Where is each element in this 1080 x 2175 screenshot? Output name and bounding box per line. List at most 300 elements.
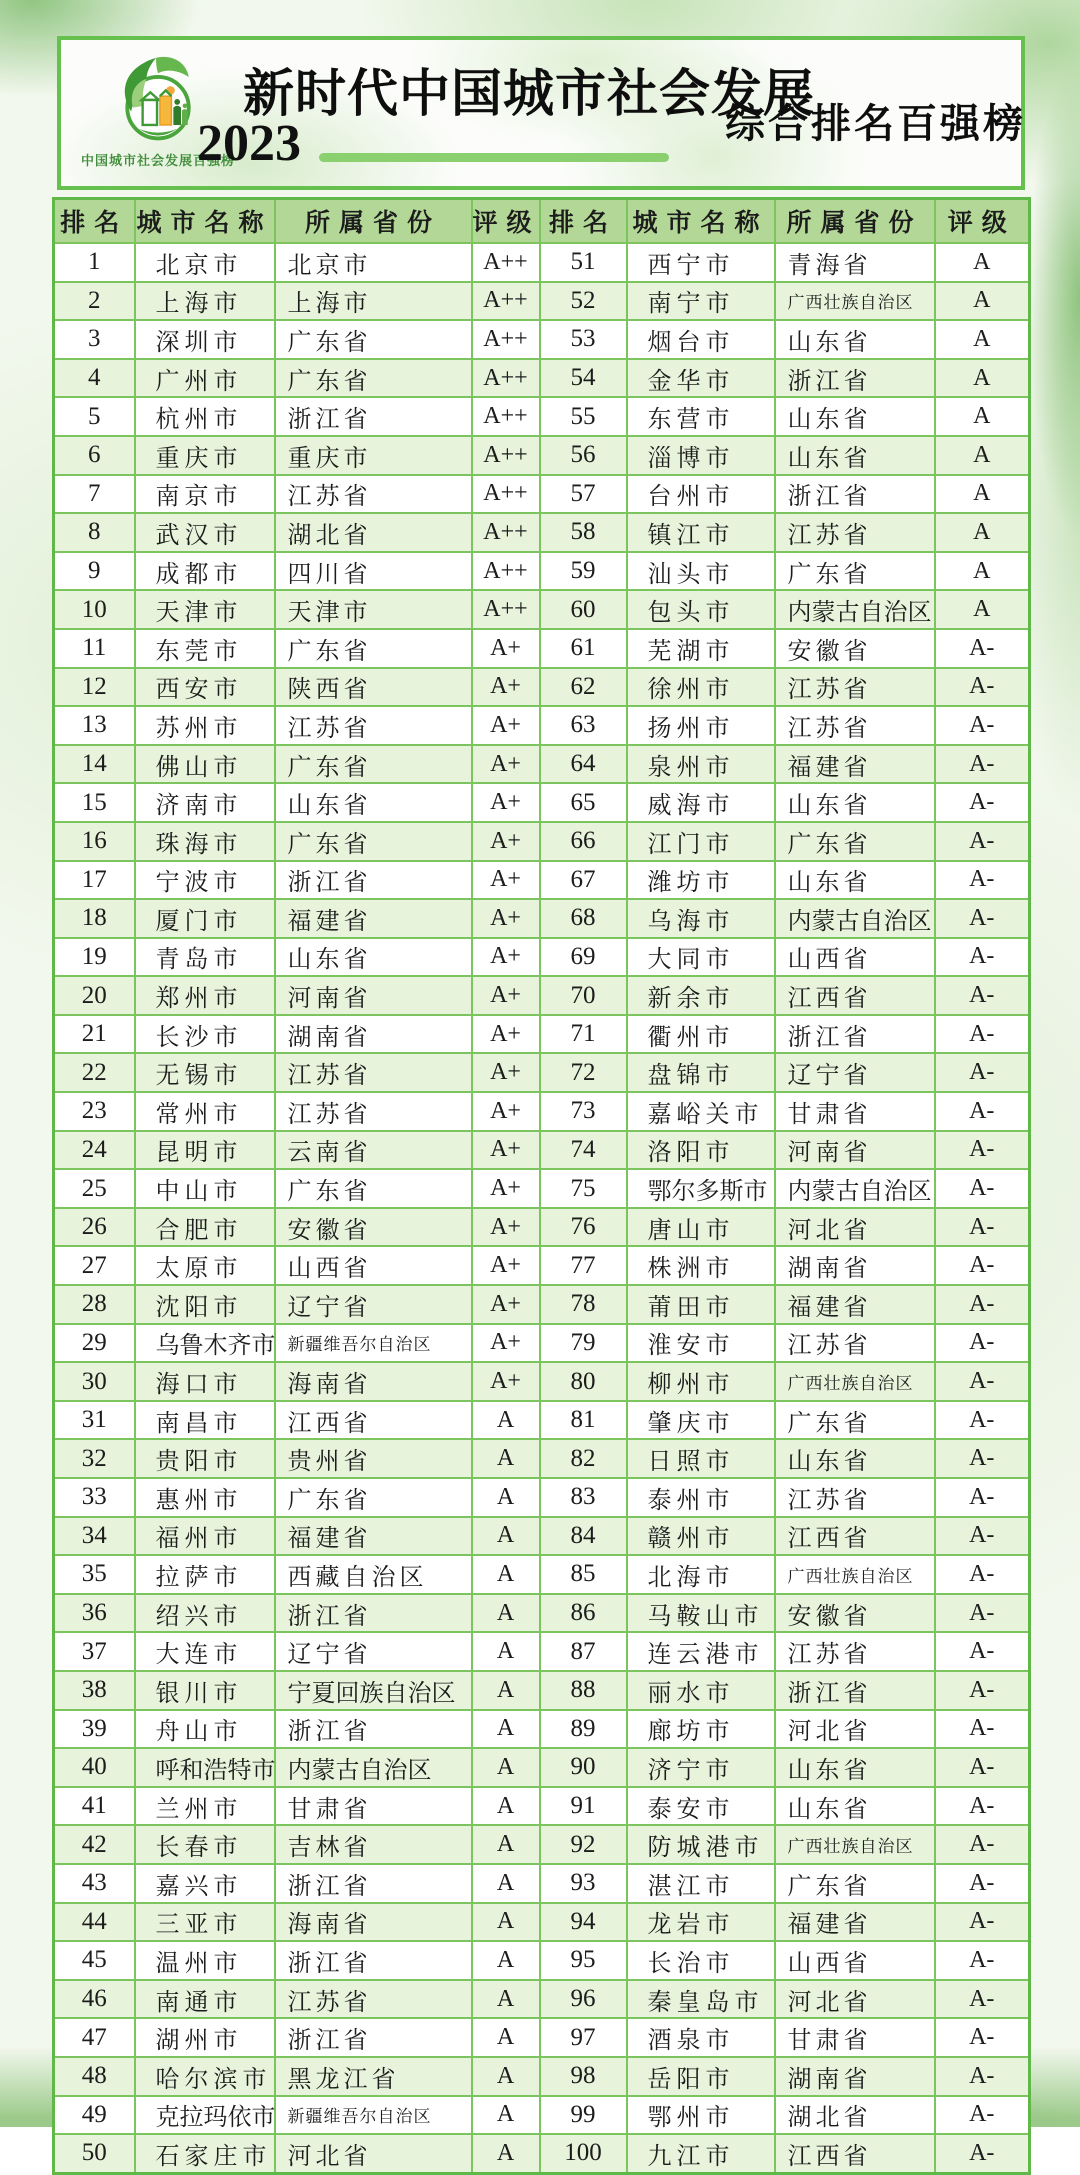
rating-cell: A+ xyxy=(472,629,540,668)
ranking-subtitle: 综合排名百强榜 xyxy=(725,102,1026,146)
city-cell: 上海市 xyxy=(135,282,275,321)
province-cell: 浙江省 xyxy=(275,1594,472,1633)
province-cell: 福建省 xyxy=(275,899,472,938)
province-cell: 山西省 xyxy=(275,1246,472,1285)
province-cell: 广东省 xyxy=(275,1169,472,1208)
rating-cell: A xyxy=(935,475,1030,514)
rating-cell: A xyxy=(472,1710,540,1749)
table-row xyxy=(54,668,1030,707)
city-cell: 青岛市 xyxy=(135,938,275,977)
rating-cell: A- xyxy=(935,1092,1030,1131)
rating-cell: A xyxy=(935,552,1030,591)
rank-cell: 62 xyxy=(540,668,627,707)
city-cell: 徐州市 xyxy=(627,668,775,707)
province-cell: 山东省 xyxy=(775,1787,935,1826)
rating-cell: A- xyxy=(935,2057,1030,2096)
ranking-table xyxy=(52,197,1031,2175)
rating-cell: A+ xyxy=(472,899,540,938)
city-cell: 日照市 xyxy=(627,1439,775,1478)
rank-cell: 28 xyxy=(54,1285,135,1324)
province-cell: 四川省 xyxy=(275,552,472,591)
rank-cell: 34 xyxy=(54,1517,135,1556)
province-cell: 河北省 xyxy=(275,2134,472,2173)
table-row xyxy=(54,1825,1030,1864)
table-row xyxy=(54,745,1030,784)
city-cell: 淄博市 xyxy=(627,436,775,475)
rating-cell: A+ xyxy=(472,783,540,822)
rank-cell: 100 xyxy=(540,2134,627,2173)
province-cell: 广东省 xyxy=(275,1478,472,1517)
rating-cell: A- xyxy=(935,745,1030,784)
city-cell: 兰州市 xyxy=(135,1787,275,1826)
city-cell: 昆明市 xyxy=(135,1131,275,1170)
column-header-province: 所属省份 xyxy=(775,199,935,244)
city-cell: 烟台市 xyxy=(627,320,775,359)
table-row xyxy=(54,938,1030,977)
rank-cell: 42 xyxy=(54,1825,135,1864)
header-banner xyxy=(57,36,1025,190)
table-row xyxy=(54,552,1030,591)
province-cell: 辽宁省 xyxy=(275,1285,472,1324)
rating-cell: A xyxy=(472,1941,540,1980)
province-cell: 江苏省 xyxy=(275,475,472,514)
table-row xyxy=(54,359,1030,398)
province-cell: 广东省 xyxy=(775,822,935,861)
province-cell: 新疆维吾尔自治区 xyxy=(275,1324,472,1363)
column-header-province: 所属省份 xyxy=(275,199,472,244)
province-cell: 江苏省 xyxy=(775,1632,935,1671)
table-row xyxy=(54,2096,1030,2135)
city-cell: 佛山市 xyxy=(135,745,275,784)
rating-cell: A- xyxy=(935,1594,1030,1633)
rank-cell: 29 xyxy=(54,1324,135,1363)
province-cell: 陕西省 xyxy=(275,668,472,707)
rating-cell: A xyxy=(472,1401,540,1440)
logo-caption: 中国城市社会发展百强榜 xyxy=(80,153,235,168)
rank-cell: 92 xyxy=(540,1825,627,1864)
city-cell: 泰州市 xyxy=(627,1478,775,1517)
rank-cell: 27 xyxy=(54,1246,135,1285)
rating-cell: A- xyxy=(935,2018,1030,2057)
rating-cell: A++ xyxy=(472,513,540,552)
city-cell: 株洲市 xyxy=(627,1246,775,1285)
rating-cell: A xyxy=(935,359,1030,398)
province-cell: 山东省 xyxy=(775,320,935,359)
table-row xyxy=(54,1401,1030,1440)
province-cell: 浙江省 xyxy=(775,1671,935,1710)
rating-cell: A+ xyxy=(472,938,540,977)
rank-cell: 83 xyxy=(540,1478,627,1517)
rating-cell: A- xyxy=(935,1787,1030,1826)
year-row xyxy=(197,115,669,172)
province-cell: 浙江省 xyxy=(275,397,472,436)
city-cell: 威海市 xyxy=(627,783,775,822)
table-row xyxy=(54,320,1030,359)
rating-cell: A xyxy=(935,320,1030,359)
rating-cell: A++ xyxy=(472,243,540,282)
rank-cell: 56 xyxy=(540,436,627,475)
city-cell: 台州市 xyxy=(627,475,775,514)
province-cell: 湖北省 xyxy=(275,513,472,552)
rank-cell: 7 xyxy=(54,475,135,514)
rating-cell: A- xyxy=(935,822,1030,861)
rating-cell: A xyxy=(472,1632,540,1671)
rank-cell: 69 xyxy=(540,938,627,977)
rank-cell: 78 xyxy=(540,1285,627,1324)
rank-cell: 44 xyxy=(54,1903,135,1942)
city-cell: 泉州市 xyxy=(627,745,775,784)
city-cell: 拉萨市 xyxy=(135,1555,275,1594)
rank-cell: 73 xyxy=(540,1092,627,1131)
province-cell: 山东省 xyxy=(775,397,935,436)
province-cell: 新疆维吾尔自治区 xyxy=(275,2096,472,2135)
rank-cell: 40 xyxy=(54,1748,135,1787)
table-row xyxy=(54,899,1030,938)
rank-cell: 95 xyxy=(540,1941,627,1980)
province-cell: 内蒙古自治区 xyxy=(275,1748,472,1787)
rank-cell: 58 xyxy=(540,513,627,552)
province-cell: 福建省 xyxy=(775,1903,935,1942)
rating-cell: A++ xyxy=(472,436,540,475)
province-cell: 浙江省 xyxy=(775,475,935,514)
city-cell: 呼和浩特市 xyxy=(135,1748,275,1787)
rank-cell: 50 xyxy=(54,2134,135,2173)
rank-cell: 17 xyxy=(54,861,135,900)
city-leaf-logo-icon xyxy=(110,52,206,148)
city-cell: 乌海市 xyxy=(627,899,775,938)
province-cell: 江苏省 xyxy=(775,668,935,707)
province-cell: 山东省 xyxy=(275,783,472,822)
rank-cell: 59 xyxy=(540,552,627,591)
rating-cell: A- xyxy=(935,1632,1030,1671)
rating-cell: A xyxy=(935,590,1030,629)
province-cell: 山东省 xyxy=(275,938,472,977)
province-cell: 黑龙江省 xyxy=(275,2057,472,2096)
city-cell: 广州市 xyxy=(135,359,275,398)
rating-cell: A+ xyxy=(472,1131,540,1170)
province-cell: 湖北省 xyxy=(775,2096,935,2135)
rank-cell: 18 xyxy=(54,899,135,938)
table-row xyxy=(54,976,1030,1015)
title-underline-bar xyxy=(319,153,669,162)
rating-cell: A xyxy=(472,1980,540,2019)
province-cell: 浙江省 xyxy=(275,1941,472,1980)
rank-cell: 49 xyxy=(54,2096,135,2135)
city-cell: 芜湖市 xyxy=(627,629,775,668)
rating-cell: A++ xyxy=(472,282,540,321)
rank-cell: 11 xyxy=(54,629,135,668)
province-cell: 广西壮族自治区 xyxy=(775,1825,935,1864)
rank-cell: 91 xyxy=(540,1787,627,1826)
table-row xyxy=(54,1053,1030,1092)
rank-cell: 12 xyxy=(54,668,135,707)
rating-cell: A+ xyxy=(472,1169,540,1208)
city-cell: 绍兴市 xyxy=(135,1594,275,1633)
province-cell: 浙江省 xyxy=(275,861,472,900)
table-row xyxy=(54,282,1030,321)
rating-cell: A- xyxy=(935,1208,1030,1247)
province-cell: 浙江省 xyxy=(775,359,935,398)
rating-cell: A xyxy=(472,1517,540,1556)
rating-cell: A xyxy=(935,397,1030,436)
city-cell: 赣州市 xyxy=(627,1517,775,1556)
city-cell: 宁波市 xyxy=(135,861,275,900)
city-cell: 西宁市 xyxy=(627,243,775,282)
province-cell: 湖南省 xyxy=(775,1246,935,1285)
rating-cell: A xyxy=(472,1903,540,1942)
rank-cell: 3 xyxy=(54,320,135,359)
table-row xyxy=(54,1671,1030,1710)
province-cell: 江西省 xyxy=(775,1517,935,1556)
province-cell: 广东省 xyxy=(775,1864,935,1903)
rating-cell: A xyxy=(472,2018,540,2057)
rank-cell: 86 xyxy=(540,1594,627,1633)
table-row xyxy=(54,1594,1030,1633)
province-cell: 山东省 xyxy=(775,1439,935,1478)
province-cell: 广西壮族自治区 xyxy=(775,1362,935,1401)
table-row xyxy=(54,1517,1030,1556)
province-cell: 北京市 xyxy=(275,243,472,282)
table-row xyxy=(54,1131,1030,1170)
table-row xyxy=(54,1555,1030,1594)
rank-cell: 33 xyxy=(54,1478,135,1517)
rating-cell: A xyxy=(472,2134,540,2173)
province-cell: 甘肃省 xyxy=(275,1787,472,1826)
province-cell: 广东省 xyxy=(275,629,472,668)
rating-cell: A++ xyxy=(472,359,540,398)
province-cell: 广东省 xyxy=(275,320,472,359)
province-cell: 福建省 xyxy=(775,1285,935,1324)
province-cell: 内蒙古自治区 xyxy=(775,590,935,629)
city-cell: 舟山市 xyxy=(135,1710,275,1749)
city-cell: 酒泉市 xyxy=(627,2018,775,2057)
province-cell: 浙江省 xyxy=(275,1864,472,1903)
table-row xyxy=(54,2057,1030,2096)
province-cell: 广东省 xyxy=(275,822,472,861)
province-cell: 山东省 xyxy=(775,436,935,475)
city-cell: 丽水市 xyxy=(627,1671,775,1710)
province-cell: 重庆市 xyxy=(275,436,472,475)
city-cell: 淮安市 xyxy=(627,1324,775,1363)
province-cell: 山东省 xyxy=(775,1748,935,1787)
city-cell: 唐山市 xyxy=(627,1208,775,1247)
province-cell: 宁夏回族自治区 xyxy=(275,1671,472,1710)
column-header-city: 城市名称 xyxy=(627,199,775,244)
city-cell: 岳阳市 xyxy=(627,2057,775,2096)
rating-cell: A+ xyxy=(472,745,540,784)
province-cell: 江苏省 xyxy=(775,1324,935,1363)
rank-cell: 74 xyxy=(540,1131,627,1170)
rating-cell: A+ xyxy=(472,1208,540,1247)
city-cell: 洛阳市 xyxy=(627,1131,775,1170)
column-header-rank: 排名 xyxy=(54,199,135,244)
city-cell: 郑州市 xyxy=(135,976,275,1015)
rating-cell: A- xyxy=(935,668,1030,707)
city-cell: 长沙市 xyxy=(135,1015,275,1054)
city-cell: 贵阳市 xyxy=(135,1439,275,1478)
province-cell: 安徽省 xyxy=(275,1208,472,1247)
rating-cell: A xyxy=(472,1555,540,1594)
rank-cell: 19 xyxy=(54,938,135,977)
city-cell: 三亚市 xyxy=(135,1903,275,1942)
table-row xyxy=(54,243,1030,282)
province-cell: 广东省 xyxy=(275,359,472,398)
rank-cell: 93 xyxy=(540,1864,627,1903)
table-row xyxy=(54,590,1030,629)
rating-cell: A+ xyxy=(472,1015,540,1054)
year-label: 2023 xyxy=(197,115,301,172)
rank-cell: 51 xyxy=(540,243,627,282)
table-row xyxy=(54,783,1030,822)
rank-cell: 31 xyxy=(54,1401,135,1440)
rating-cell: A- xyxy=(935,1169,1030,1208)
rank-cell: 52 xyxy=(540,282,627,321)
city-cell: 温州市 xyxy=(135,1941,275,1980)
rating-cell: A+ xyxy=(472,1092,540,1131)
city-cell: 济宁市 xyxy=(627,1748,775,1787)
province-cell: 江西省 xyxy=(775,2134,935,2173)
rank-cell: 15 xyxy=(54,783,135,822)
city-cell: 南通市 xyxy=(135,1980,275,2019)
rating-cell: A- xyxy=(935,1555,1030,1594)
rating-cell: A+ xyxy=(472,822,540,861)
province-cell: 江苏省 xyxy=(775,1478,935,1517)
city-cell: 江门市 xyxy=(627,822,775,861)
city-cell: 厦门市 xyxy=(135,899,275,938)
rank-cell: 98 xyxy=(540,2057,627,2096)
rank-cell: 38 xyxy=(54,1671,135,1710)
rating-cell: A- xyxy=(935,1324,1030,1363)
province-cell: 福建省 xyxy=(775,745,935,784)
rank-cell: 82 xyxy=(540,1439,627,1478)
rating-cell: A++ xyxy=(472,397,540,436)
table-row xyxy=(54,1980,1030,2019)
rating-cell: A- xyxy=(935,1903,1030,1942)
city-cell: 北京市 xyxy=(135,243,275,282)
province-cell: 贵州省 xyxy=(275,1439,472,1478)
rank-cell: 14 xyxy=(54,745,135,784)
province-cell: 海南省 xyxy=(275,1362,472,1401)
rank-cell: 25 xyxy=(54,1169,135,1208)
city-cell: 成都市 xyxy=(135,552,275,591)
rank-cell: 96 xyxy=(540,1980,627,2019)
rank-cell: 4 xyxy=(54,359,135,398)
rank-cell: 35 xyxy=(54,1555,135,1594)
city-cell: 防城港市 xyxy=(627,1825,775,1864)
province-cell: 安徽省 xyxy=(775,629,935,668)
table-row xyxy=(54,436,1030,475)
city-cell: 九江市 xyxy=(627,2134,775,2173)
rating-cell: A- xyxy=(935,1285,1030,1324)
rating-cell: A xyxy=(472,2096,540,2135)
city-cell: 银川市 xyxy=(135,1671,275,1710)
rating-cell: A- xyxy=(935,1941,1030,1980)
table-row xyxy=(54,1169,1030,1208)
rank-cell: 68 xyxy=(540,899,627,938)
table-row xyxy=(54,861,1030,900)
province-cell: 吉林省 xyxy=(275,1825,472,1864)
city-cell: 天津市 xyxy=(135,590,275,629)
rank-cell: 36 xyxy=(54,1594,135,1633)
rating-cell: A xyxy=(935,513,1030,552)
city-cell: 克拉玛依市 xyxy=(135,2096,275,2135)
rank-cell: 47 xyxy=(54,2018,135,2057)
province-cell: 河南省 xyxy=(275,976,472,1015)
province-cell: 河南省 xyxy=(775,1131,935,1170)
province-cell: 广西壮族自治区 xyxy=(775,1555,935,1594)
province-cell: 辽宁省 xyxy=(775,1053,935,1092)
province-cell: 广西壮族自治区 xyxy=(775,282,935,321)
rank-cell: 37 xyxy=(54,1632,135,1671)
rank-cell: 21 xyxy=(54,1015,135,1054)
rank-cell: 84 xyxy=(540,1517,627,1556)
province-cell: 天津市 xyxy=(275,590,472,629)
table-header-row xyxy=(54,199,1030,244)
rating-cell: A xyxy=(935,243,1030,282)
table-row xyxy=(54,1710,1030,1749)
rank-cell: 57 xyxy=(540,475,627,514)
city-cell: 扬州市 xyxy=(627,706,775,745)
province-cell: 广东省 xyxy=(275,745,472,784)
province-cell: 青海省 xyxy=(775,243,935,282)
rank-cell: 46 xyxy=(54,1980,135,2019)
rating-cell: A xyxy=(472,1864,540,1903)
rating-cell: A- xyxy=(935,1517,1030,1556)
city-cell: 鄂州市 xyxy=(627,2096,775,2135)
province-cell: 西藏自治区 xyxy=(275,1555,472,1594)
rating-cell: A- xyxy=(935,2134,1030,2173)
column-header-rank: 排名 xyxy=(540,199,627,244)
rating-cell: A- xyxy=(935,976,1030,1015)
province-cell: 浙江省 xyxy=(275,2018,472,2057)
city-cell: 东莞市 xyxy=(135,629,275,668)
rank-cell: 1 xyxy=(54,243,135,282)
rank-cell: 64 xyxy=(540,745,627,784)
table-row xyxy=(54,1015,1030,1054)
rank-cell: 65 xyxy=(540,783,627,822)
rank-cell: 2 xyxy=(54,282,135,321)
province-cell: 内蒙古自治区 xyxy=(775,899,935,938)
table-row xyxy=(54,2018,1030,2057)
city-cell: 长春市 xyxy=(135,1825,275,1864)
ranking-table-body xyxy=(54,243,1030,2173)
city-cell: 海口市 xyxy=(135,1362,275,1401)
table-row xyxy=(54,1208,1030,1247)
province-cell: 江苏省 xyxy=(275,1053,472,1092)
province-cell: 浙江省 xyxy=(775,1015,935,1054)
rank-cell: 97 xyxy=(540,2018,627,2057)
rank-cell: 39 xyxy=(54,1710,135,1749)
city-cell: 盘锦市 xyxy=(627,1053,775,1092)
city-cell: 惠州市 xyxy=(135,1478,275,1517)
rating-cell: A- xyxy=(935,1478,1030,1517)
city-cell: 马鞍山市 xyxy=(627,1594,775,1633)
province-cell: 河北省 xyxy=(775,1208,935,1247)
city-cell: 包头市 xyxy=(627,590,775,629)
city-cell: 南京市 xyxy=(135,475,275,514)
province-cell: 江苏省 xyxy=(275,1092,472,1131)
table-row xyxy=(54,1246,1030,1285)
page-title: 新时代中国城市社会发展 xyxy=(243,67,816,123)
rating-cell: A- xyxy=(935,1439,1030,1478)
province-cell: 江苏省 xyxy=(275,706,472,745)
table-row xyxy=(54,1478,1030,1517)
province-cell: 湖南省 xyxy=(275,1015,472,1054)
rank-cell: 99 xyxy=(540,2096,627,2135)
rating-cell: A- xyxy=(935,1053,1030,1092)
rank-cell: 88 xyxy=(540,1671,627,1710)
city-cell: 无锡市 xyxy=(135,1053,275,1092)
